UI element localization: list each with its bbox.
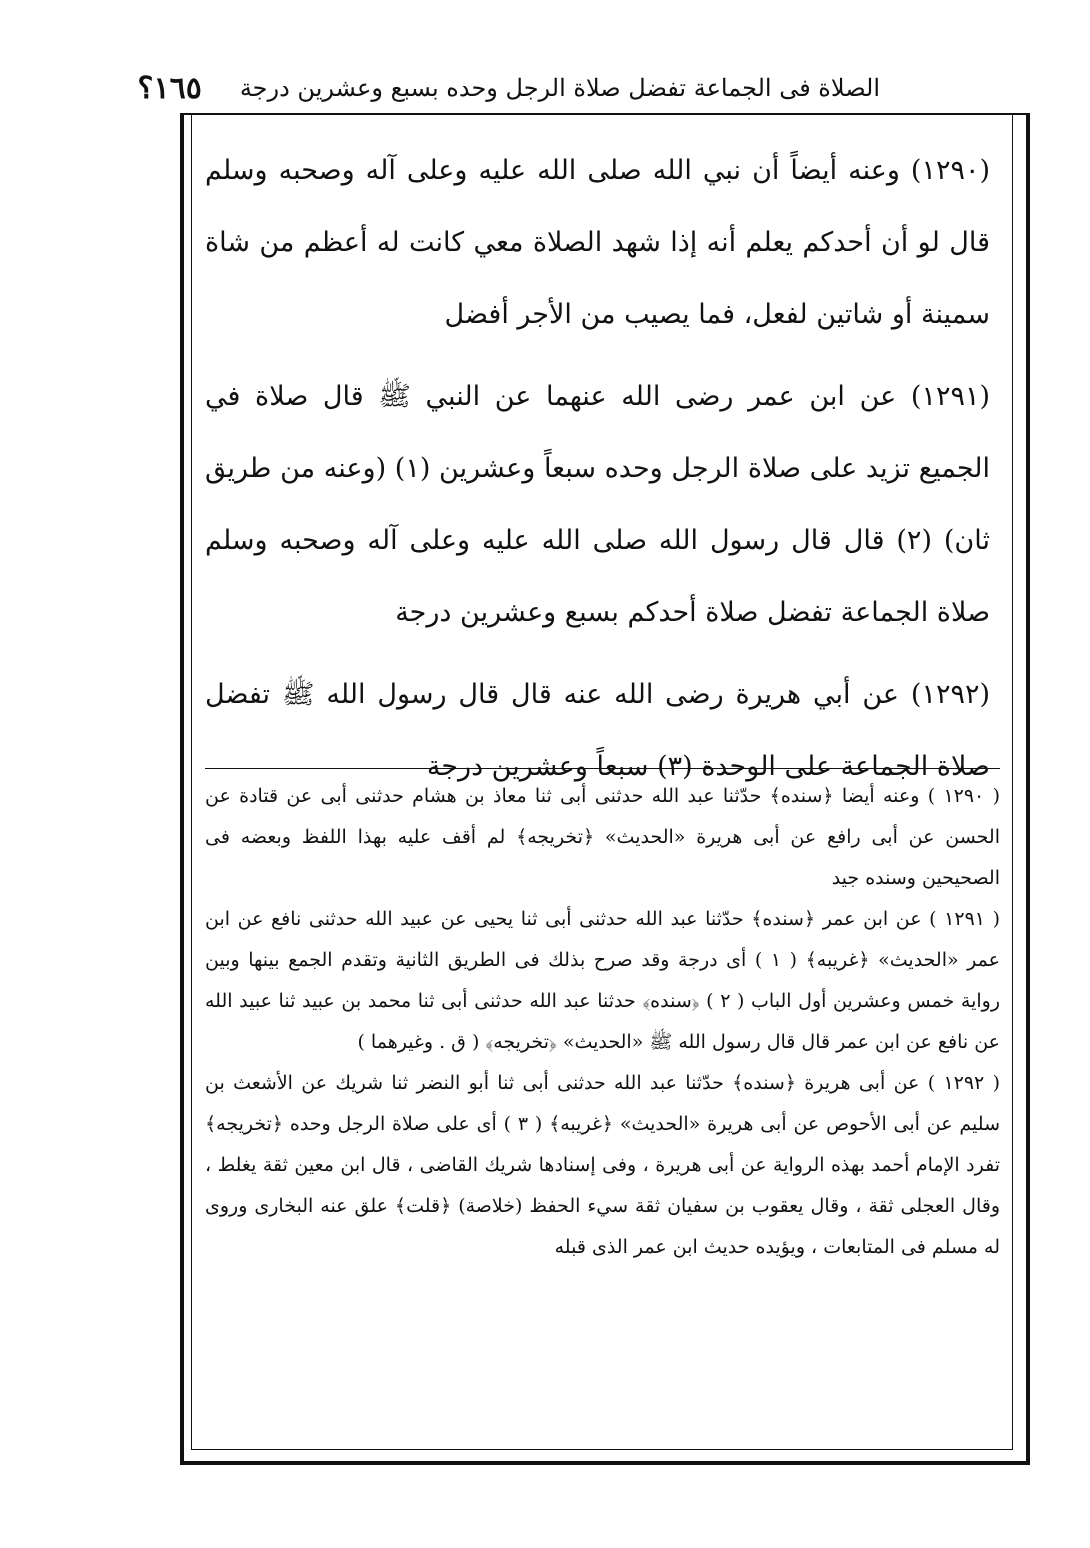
- hadith-1292: (١٢٩٢) عن أبي هريرة رضى الله عنه قال قال رسول الله ﷺ تفضل صلاة الجماعة على الوحدة (٣) سبعاً وعشرين درجة: [205, 679, 990, 782]
- bottom-rule: [180, 1462, 1030, 1463]
- hadith-text-block: [205, 135, 990, 813]
- page-number: ١٦٥؟: [137, 70, 202, 106]
- commentary-block: [205, 776, 1000, 1268]
- note-1292: ( ١٢٩٢ ) عن أبى هريرة ﴿سنده﴾ حدّثنا عبد الله حدثنى أبى ثنا أبو النضر ثنا شريك عن الأشعث بن سليم عن أبى الأحوص عن أبى هريرة «الحديث» ﴿غريبه﴾ ( ٣ ) أى على صلاة الرجل وحده ﴿تخريجه﴾ تفرد الإمام أحمد بهذه الرواية عن أبى هريرة ، وفى إسنادها شريك القاضى ، قال ابن معين ثقة يغلط ، وقال العجلى ثقة ، وقال يعقوب بن سفيان ثقة سيء الحفظ (خلاصة) ﴿قلت﴾ علق عنه البخارى وروى له مسلم فى المتابعات ، ويؤيده حديث ابن عمر الذى قبله: [205, 1072, 1000, 1258]
- hadith-1291: (١٢٩١) عن ابن عمر رضى الله عنهما عن النبي ﷺ قال صلاة في الجميع تزيد على صلاة الرجل وحده سبعاً وعشرين (١) (وعنه من طريق ثان) (٢) قال قال رسول الله صلى الله عليه وعلى آله وصحبه وسلم صلاة الجماعة تفضل صلاة أحدكم بسبع وعشرين درجة: [205, 381, 990, 628]
- running-title: الصلاة فى الجماعة تفضل صلاة الرجل وحده بسبع وعشرين درجة: [239, 74, 880, 102]
- page-header: [137, 66, 880, 110]
- footnote-divider: [205, 768, 1000, 769]
- hadith-1290: (١٢٩٠) وعنه أيضاً أن نبي الله صلى الله عليه وعلى آله وصحبه وسلم قال لو أن أحدكم يعلم أنه إذا شهد الصلاة معي كانت له أعظم من شاة سمينة أو شاتين لفعل، فما يصيب من الأجر أفضل: [205, 155, 990, 330]
- note-1291: ( ١٢٩١ ) عن ابن عمر ﴿سنده﴾ حدّثنا عبد الله حدثنى أبى ثنا يحيى عن عبيد الله حدثنى نافع عن ابن عمر «الحديث» ﴿غريبه﴾ ( ١ ) أى درجة وقد صرح بذلك فى الطريق الثانية وتقدم الجمع بينها وبين رواية خمس وعشرين أول الباب ( ٢ ) ﴿سنده﴾ حدثنا عبد الله حدثنى أبى ثنا محمد بن عبيد ثنا عبيد الله عن نافع عن ابن عمر قال قال رسول الله ﷺ «الحديث» ﴿تخريجه﴾ ( ق . وغيرهما ): [205, 908, 1000, 1053]
- note-1290: ( ١٢٩٠ ) وعنه أيضا ﴿سنده﴾ حدّثنا عبد الله حدثنى أبى ثنا معاذ بن هشام حدثنى أبى عن قتادة عن الحسن عن أبى رافع عن أبى هريرة «الحديث» ﴿تخريجه﴾ لم أقف عليه بهذا اللفظ وبعضه فى الصحيحين وسنده جيد: [205, 785, 1000, 889]
